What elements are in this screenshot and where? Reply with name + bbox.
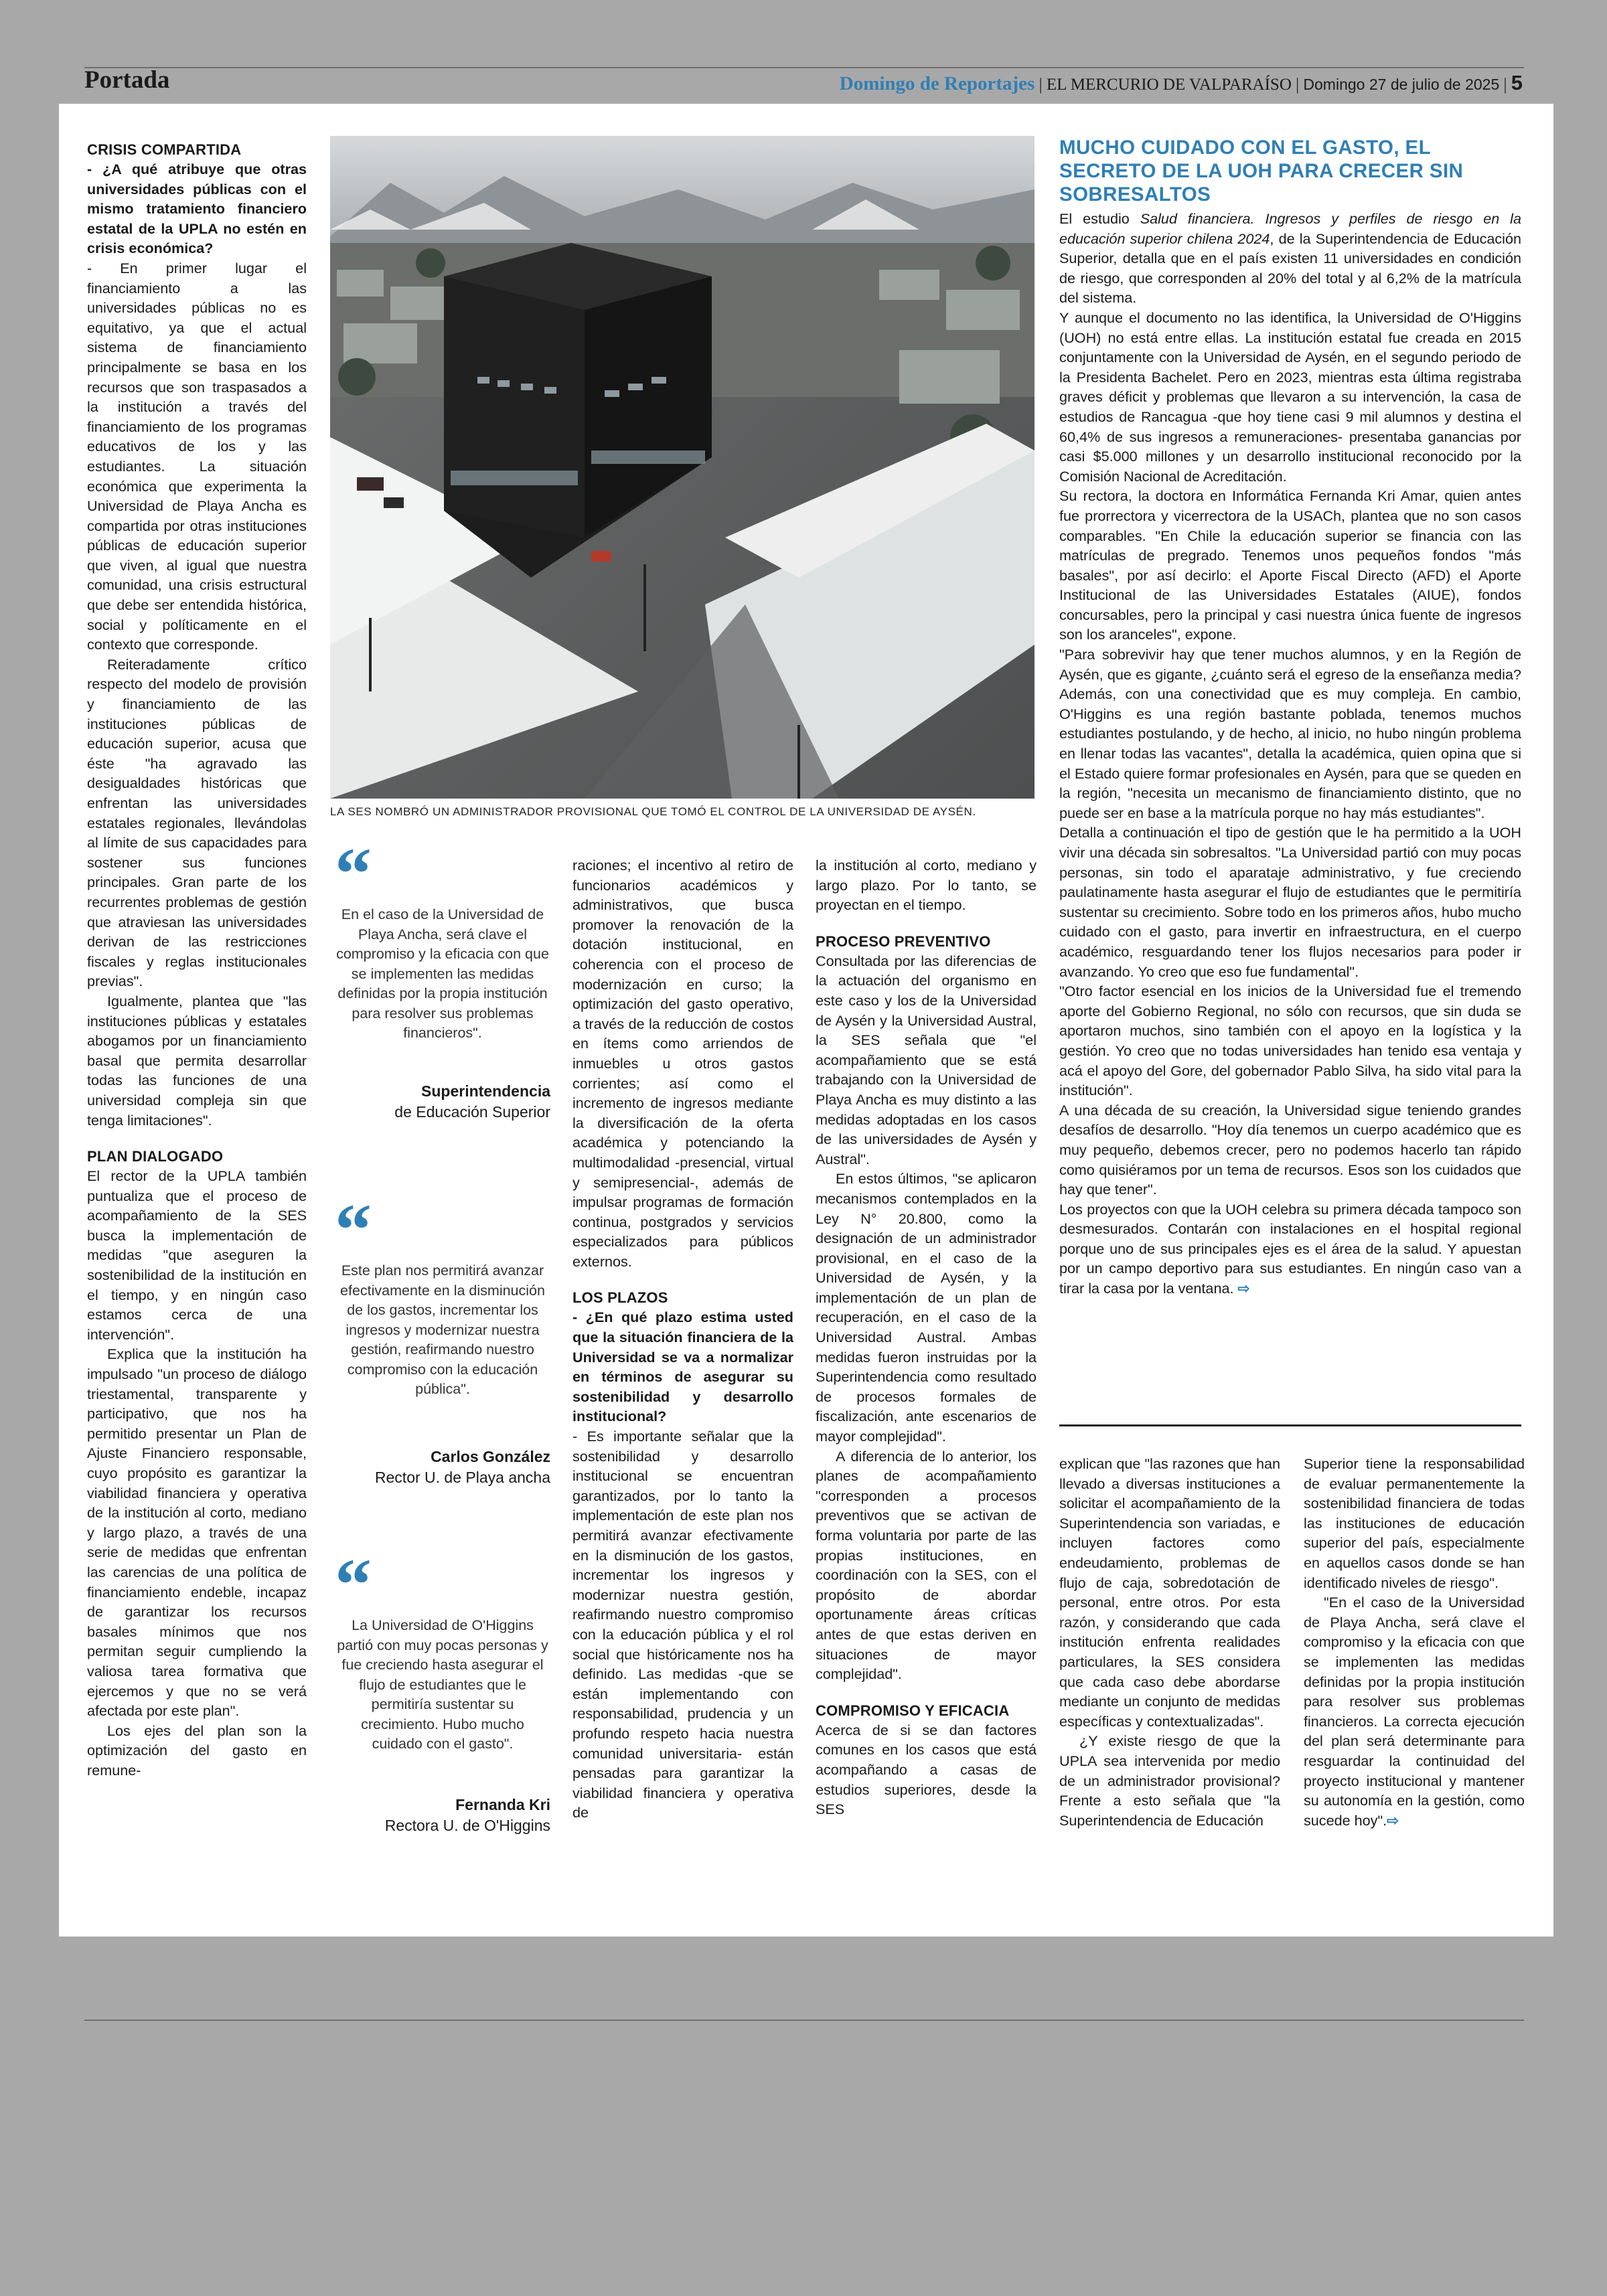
quote-mark-icon: “ <box>335 1189 372 1270</box>
paragraph: Detalla a continuación el tipo de gestión que le ha permitido a la UOH vivir una década sin sobresaltos. "La Universidad partió con muy pocas personas, sin todo el aparataje administrativo, y fue creciendo paulatinamente hasta asegurar el flujo de estudiantes que le permitiría sustentar su crecimiento. Sobre todo en los primeros años, hubo mucho cuidado con el gasto, para invertir en infraestructura, en el cuerpo académico, resguardando tener los flujos necesarios para poder ir avanzando. Yo creo que eso fue fundamental". <box>1059 824 1521 980</box>
paragraph: explican que "las razones que han llevado a diversas instituciones a solicitar el acompañamiento de la Superintendencia son variadas, e incluyen factores como endeudamiento, problemas de flujo de caja, sobredotación de personal, entre otros. Por esta razón, y considerando que cada institución enfrenta realidades particulares, la SES considera que cada caso debe abordarse mediante un conjunto de medidas específicas y contextualizadas". <box>1059 1455 1280 1730</box>
quote-text: Este plan nos permitirá avanzar efectivamente en la disminución de los gastos, incrementar los ingresos y modernizar nuestra gestión, reafirmando nuestro compromiso con la educación pública". <box>340 1262 545 1397</box>
paragraph: Superior tiene la responsabilidad de evaluar permanentemente la sostenibilidad financiera de todas las instituciones de educación superior del país, especialmente en aquellos casos donde se han identificado niveles de riesgo". <box>1304 1455 1525 1591</box>
section-label: Portada <box>84 66 170 94</box>
sidebar-article-title: MUCHO CUIDADO CON EL GASTO, EL SECRETO DE LA UOH PARA CRECER SIN SOBRESALTOS <box>1059 137 1464 206</box>
quote-author: Carlos González <box>431 1447 550 1465</box>
paragraph: El estudio Salud financiera. Ingresos y perfiles de riesgo en la educación superior chilena 2024, de la Superintendencia de Educación Superior, detalla que en el país existen 11 universidades en condición de riesgo, que corresponden al 20% del total y al 6,2% de la matrícula del sistema. <box>1059 210 1521 307</box>
quote-text: La Universidad de O'Higgins partió con muy pocas personas y fue creciendo hasta asegurar el flujo de estudiantes que le permitiría sustentar su crecimiento. Hubo mucho cuidado con el gasto". <box>337 1617 548 1752</box>
paragraph: Acerca de si se dan factores comunes en los casos que está acompañando a casas de estudios superiores, desde la SES <box>816 1721 1037 1818</box>
paragraph: ¿Y existe riesgo de que la UPLA sea intervenida por medio de un administrador provisional? Frente a esto señala que "la Superintendencia de Educación <box>1059 1732 1280 1829</box>
column-4 <box>816 855 1037 1819</box>
answer-2: - Es importante señalar que la sostenibilidad y desarrollo institucional se encuentran garantizados, por lo tanto la implementación de este plan nos permitirá avanzar efectivamente en la disminución de los gastos, incrementar los ingresos y modernizar nuestra gestión, reafirmando nuestro compromiso con la educación pública y el rol social que históricamente nos ha definido. Las medidas -que se están implementando con responsabilidad, prudencia y un profundo respeto hacia nuestra comunidad universitaria- están pensadas para garantizar la viabilidad financiera y operativa de <box>572 1428 793 1821</box>
quote-author-role: Rectora U. de O'Higgins <box>384 1816 550 1834</box>
subhead-plazos: LOS PLAZOS <box>572 1289 668 1307</box>
question-1: - ¿A qué atribuye que otras universidades públicas con el mismo tratamiento financiero estatal de la UPLA no estén en crisis económica? <box>87 161 307 257</box>
subhead-proceso: PROCESO PREVENTIVO <box>816 932 991 950</box>
pull-quote-1 <box>335 833 550 1123</box>
study-title: Salud financiera. Ingresos y perfiles de riesgo en la educación superior chilena 2024 <box>1059 210 1521 247</box>
quote-author: Superintendencia <box>421 1082 550 1100</box>
footer-rule <box>84 2020 1524 2021</box>
quote-author-role: de Educación Superior <box>394 1102 550 1121</box>
page-header: Domingo de Reportajes | EL MERCURIO DE VALPARAÍSO | Domingo 27 de julio de 2025 | 5 <box>839 71 1523 94</box>
pull-quote-2 <box>335 1189 550 1488</box>
quote-author-role: Rector U. de Playa ancha <box>374 1468 550 1486</box>
left-column <box>87 141 307 1781</box>
paragraph: Los ejes del plan son la optimización del gasto en remune- <box>87 1722 307 1779</box>
column-3 <box>572 855 793 1823</box>
paragraph: En estos últimos, "se aplicaron mecanismos contemplados en la Ley N° 20.800, como la designación de un administrador provisional, en el caso de la Universidad de Aysén, y la implementación de un plan de recuperación, en el caso de la Universidad Austral. Ambas medidas fueron instruidas por la Superintendencia como resultado de procesos formales de fiscalización, ante escenarios de mayor complejidad". <box>816 1170 1037 1445</box>
paragraph: Consultada por las diferencias de la actuación del organismo en este caso y los de la Universidad de Aysén y la Universidad Austral, la SES señala que "el acompañamiento que se está trabajando con la Universidad de Playa Ancha es muy distinto a las medidas adoptadas en los casos de las universidades de Aysén y Austral". <box>816 952 1037 1167</box>
news-photo <box>330 136 1035 799</box>
pull-quote-3 <box>335 1544 550 1836</box>
end-arrow-icon: ⇨ <box>1387 1811 1399 1829</box>
paragraph: "Otro factor esencial en los inicios de la Universidad fue el tremendo aporte del Gobierno Regional, no sólo con recursos, que sin duda se aportaron muchos, sino también con el apoyo en la logística y la gestión. Yo creo que no todas universidades han tenido esa ventaja y acá el apoyo del Gore, del gobernador Pablo Silva, ha sido vital para la institución". <box>1059 983 1521 1099</box>
quote-author: Fernanda Kri <box>455 1795 550 1813</box>
paragraph: Y aunque el documento no las identifica, la Universidad de O'Higgins (UOH) no está entre ellas. La institución estatal fue creada en 2015 conjuntamente con la Universidad de Aysén, en el segundo periodo de la Presidenta Bachelet. Pero en 2023, mientras esta última registraba graves déficit y problemas que llevaron a su intervención, la casa de estudios de Rancagua -que hoy tiene casi 9 mil alumnos y destina el 60,4% de sus ingresos a remuneraciones- presentaba ganancias por casi $5.000 millones y un desarrollo institucional reconocido por la Comisión Nacional de Acreditación. <box>1059 309 1521 485</box>
subhead-crisis: CRISIS COMPARTIDA <box>87 141 242 158</box>
page-number: 5 <box>1511 71 1523 94</box>
subhead-plan: PLAN DIALOGADO <box>87 1148 224 1165</box>
paragraph: Los proyectos con que la UOH celebra su primera década tampoco son desmesurados. Contarán con instalaciones en el hospital regional porque uno de sus principales ejes es el área de la salud. Y apuestan por un campo deportivo para sus estudiantes. En ningún caso van a tirar la casa por la ventana. ⇨ <box>1059 1200 1521 1297</box>
column-5 <box>1059 1454 1280 1830</box>
quote-mark-icon: “ <box>335 1544 372 1625</box>
publication-name: EL MERCURIO DE VALPARAÍSO <box>1046 76 1292 94</box>
quote-text: En el caso de la Universidad de Playa Ancha, será clave el compromiso y la eficacia con que se implementen las medidas definidas por la propia institución para resolver sus problemas financieros". <box>336 906 549 1041</box>
section-name: Domingo de Reportajes <box>839 73 1035 94</box>
paragraph: Explica que la institución ha impulsado "un proceso de diálogo triestamental, transparente y participativo, que nos ha permitido presentar un Plan de Ajuste Financiero responsable, cuyo propósito es garantizar la viabilidad financiera y operativa de la institución al corto, mediano y largo plazo, a través de una serie de medidas que enfrentan las carencias de una política de financiamiento endeble, incapaz de garantizar los recursos basales mínimos que nos permitan seguir cumpliendo la valiosa tarea formativa que ejercemos y que no se verá afectada por este plan". <box>87 1345 307 1720</box>
paragraph: A una década de su creación, la Universidad sigue teniendo grandes desafíos de desarrollo. "Hoy día tenemos un cuerpo académico que es muy pequeño, debemos crecer, pero no podemos hacerlo tan rápido como quisiéramos por un tema de recursos. Esos son los cuidados que hay que tener". <box>1059 1101 1521 1198</box>
question-2: - ¿En qué plazo estima usted que la situación financiera de la Universidad se va a normalizar en términos de asegurar su sostenibilidad y desarrollo institucional? <box>572 1309 793 1425</box>
paragraph: Reiteradamente crítico respecto del modelo de provisión y financiamiento de las instituciones públicas de educación superior, acusa que éste "ha agravado las desigualdades históricas que enfrentan las universidades estatales regionales, llevándolas al límite de sus capacidades para sostener sus funciones principales. Gran parte de los recurrentes problemas de gestión que atraviesan las universidades derivan de las restricciones fiscales y reglas institucionales previas". <box>87 655 307 990</box>
continue-arrow-icon: ⇨ <box>1237 1280 1250 1297</box>
header-rule <box>84 67 1524 68</box>
answer-1: - En primer lugar el financiamiento a las universidades públicas no es equitativo, ya que el actual sistema de financiamiento principalmente se basa en los recursos que son traspasados a la institución a través del financiamiento de los programas educativos de los y las estudiantes. La situación económica que experimenta la Universidad de Playa Ancha es compartida por otras instituciones públicas de educación superior que viven, al igual que nuestra comunidad, una crisis estructural que debe ser entendida histórica, social y políticamente en el contexto que corresponde. <box>87 259 307 653</box>
sidebar-rule <box>1059 1424 1521 1426</box>
column-6 <box>1304 1454 1525 1830</box>
paragraph: "En el caso de la Universidad de Playa Ancha, será clave el compromiso y la eficacia con que se implementen las medidas definidas por la propia institución para resolver sus problemas financieros. La correcta ejecución del plan será determinante para resguardar la continuidad del proyecto institucional y mantener su autonomía en la gestión, como sucede hoy".⇨ <box>1304 1594 1525 1829</box>
sidebar-article <box>1059 209 1521 1299</box>
paragraph: raciones; el incentivo al retiro de funcionarios académicos y administrativos, que busca promover la renovación de la dotación institucional, en coherencia con el proceso de modernización en curso; la optimización del gasto operativo, a través de la reducción de costos en ítems como arriendos de inmuebles u otros gastos corrientes; así como el incremento de ingresos mediante la diversificación de la oferta académica y potenciando la multimodalidad -presencial, virtual y semipresencial-, además de impulsar programas de formación continua, postgrados y servicios especializados para públicos externos. <box>572 857 793 1270</box>
quote-mark-icon: “ <box>335 833 372 914</box>
paragraph: Su rectora, la doctora en Informática Fernanda Kri Amar, quien antes fue prorrectora y vicerrectora de la USACh, plantea que no son casos comparables. "En Chile la educación superior se financia con las matrículas de pregrado. Tenemos unos pequeños fondos "más basales", por así decirlo: el Aporte Fiscal Directo (AFD) el Aporte Institucional de las Universidades Estatales (AIUE), fondos concursables, pero la principal y casi nuestra única fuente de ingresos son los aranceles", expone. <box>1059 487 1521 643</box>
paragraph: la institución al corto, mediano y largo plazo. Por lo tanto, se proyectan en el tiempo. <box>816 857 1037 914</box>
subhead-compromiso: COMPROMISO Y EFICACIA <box>816 1702 1010 1719</box>
paragraph: A diferencia de lo anterior, los planes de acompañamiento "corresponden a procesos preventivos que se activan de forma voluntaria por parte de las propias instituciones, en coordinación con la SES, con el propósito de abordar oportunamente áreas críticas antes de que estas deriven en situaciones de mayor complejidad". <box>816 1447 1037 1683</box>
paragraph: Igualmente, plantea que "las instituciones públicas y estatales abogamos por un financiamiento basal que permita desarrollar todas las funciones de una universidad compleja sin que tenga limitaciones". <box>87 992 307 1129</box>
paragraph: El rector de la UPLA también puntualiza que el proceso de acompañamiento de la SES busca la implementación de medidas "que aseguren la sostenibilidad de la institución en el tiempo, y en ningún caso estamos cerca de una intervención". <box>87 1167 307 1343</box>
photo-caption: LA SES NOMBRÓ UN ADMINISTRADOR PROVISIONAL QUE TOMÓ EL CONTROL DE LA UNIVERSIDAD DE AYSÉN. <box>330 805 976 818</box>
issue-date: Domingo 27 de julio de 2025 <box>1303 76 1500 93</box>
paragraph: "Para sobrevivir hay que tener muchos alumnos, y en la Región de Aysén, que es gigante, ¿cuánto será el egreso de la enseñanza media? Además, con una conectividad que es muy compleja. En cambio, O'Higgins es una región bastante poblada, tenemos muchos estudiantes postulando, y de hecho, al inicio, no hubo ningún problema en llenar todas las vacantes", detalla la académica, quien opina que si el Estado quiere formar profesionales en Aysén, para que se queden en la región, "necesita un mecanismo de financiamiento distinto, que no puede ser en base a la matrícula porque no hay más estudiantes". <box>1059 646 1521 821</box>
